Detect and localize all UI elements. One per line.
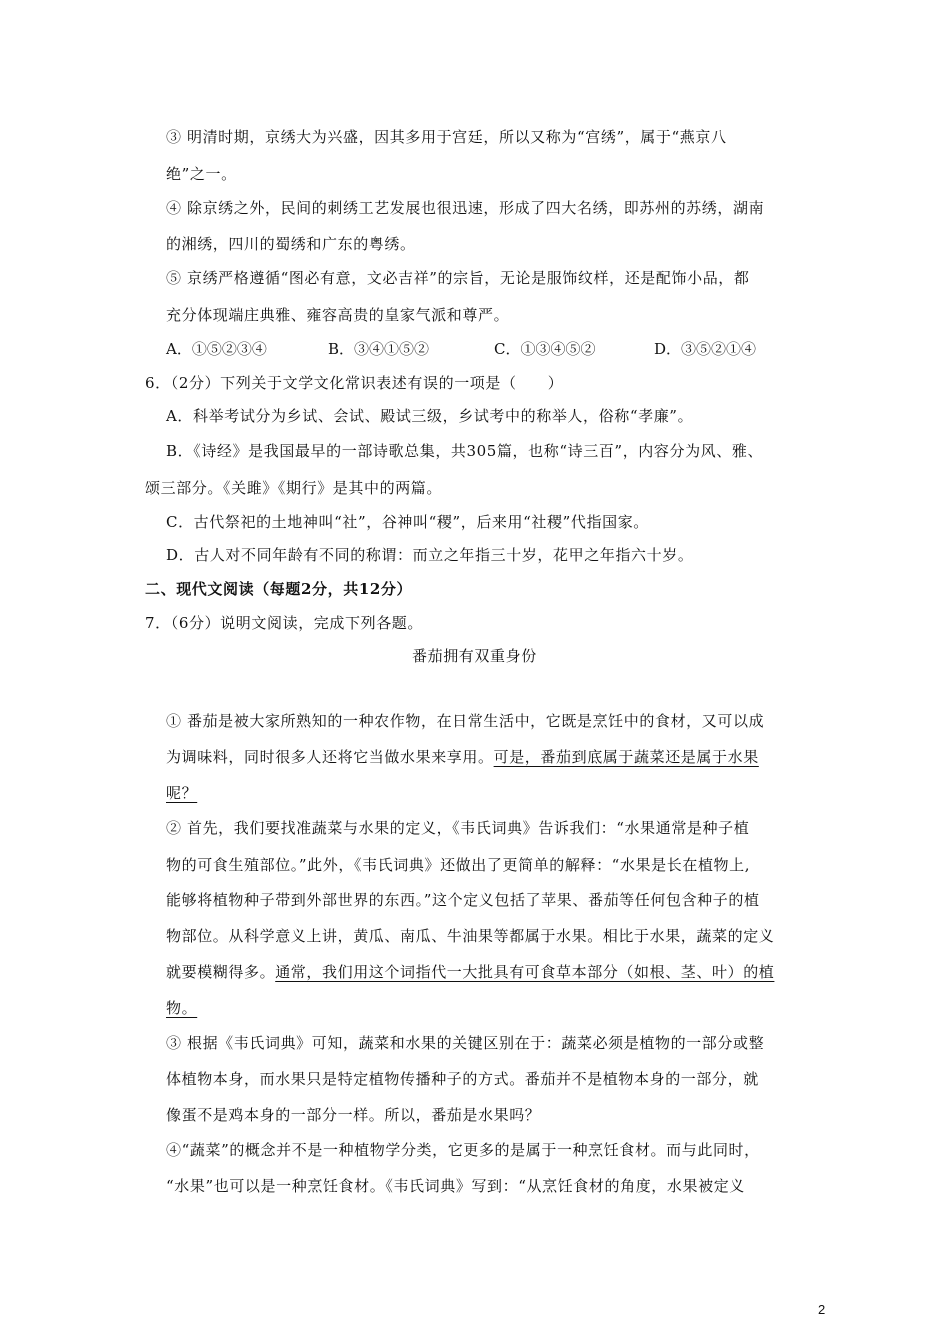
q5-sentence-5-line-1: ⑤ 京绣严格遵循“图必有意，文必吉祥”的宗旨，无论是服饰纹样，还是配饰小品，都 — [166, 269, 750, 287]
p2-line-6: 物。 — [166, 999, 198, 1017]
p2-underlined-sentence: 通常，我们用这个词指代一大批具有可食草本部分（如根、茎、叶）的植 — [275, 963, 775, 981]
p2-line-5 — [166, 962, 774, 982]
q7-stem: 7．（6分）说明文阅读，完成下列各题。 — [145, 614, 423, 632]
p4-line-2: “水果”也可以是一种烹饪食材。《韦氏词典》写到：“从烹饪食材的角度，水果被定义 — [166, 1177, 745, 1195]
q6-option-b-line-2: 颂三部分。《关雎》《期行》是其中的两篇。 — [145, 479, 443, 497]
p2-line-5-text: 就要模糊得多。 — [166, 963, 276, 981]
q6-option-d: D．古人对不同年龄有不同的称谓：而立之年指三十岁，花甲之年指六十岁。 — [166, 546, 694, 564]
p2-line-1: ② 首先，我们要找准蔬菜与水果的定义，《韦氏词典》告诉我们：“水果通常是种子植 — [166, 819, 750, 837]
q5-sentence-4-line-2: 的湘绣，四川的蜀绣和广东的粤绣。 — [166, 235, 416, 253]
q6-option-a: A．科举考试分为乡试、会试、殿试三级，乡试考中的称举人，俗称“孝廉”。 — [166, 407, 694, 425]
q5-sentence-3-line-1: ③ 明清时期，京绣大为兴盛，因其多用于宫廷，所以又称为“宫绣”，属于“燕京八 — [166, 128, 727, 146]
p2-line-4: 物部位。从科学意义上讲，黄瓜、南瓜、牛油果等都属于水果。相比于水果，蔬菜的定义 — [166, 927, 775, 945]
q5-option-b: B．③④①⑤② — [328, 340, 430, 358]
q6-option-c: C．古代祭祀的土地神叫“社”，谷神叫“稷”，后来用“社稷”代指国家。 — [166, 513, 649, 531]
p2-line-3: 能够将植物种子带到外部世界的东西。”这个定义包括了苹果、番茄等任何包含种子的植 — [166, 891, 760, 909]
p3-line-3: 像蛋不是鸡本身的一部分一样。所以，番茄是水果吗？ — [166, 1106, 541, 1124]
p1-line-2 — [166, 747, 759, 767]
q5-sentence-4-line-1: ④ 除京绣之外，民间的刺绣工艺发展也很迅速，形成了四大名绣，即苏州的苏绣，湖南 — [166, 199, 765, 217]
q5-sentence-3-line-2: 绝”之一。 — [166, 165, 237, 183]
q6-stem: 6．（2分）下列关于文学文化常识表述有误的一项是（ ） — [145, 374, 564, 392]
p2-line-2: 物的可食生殖部位。”此外，《韦氏词典》还做出了更简单的解释：“水果是长在植物上, — [166, 856, 751, 874]
page-number: 2 — [818, 1302, 826, 1317]
q6-option-b-line-1: B．《诗经》是我国最早的一部诗歌总集，共305篇，也称“诗三百”，内容分为风、雅、 — [166, 442, 764, 460]
article-title: 番茄拥有双重身份 — [412, 647, 537, 665]
q5-option-a: A．①⑤②③④ — [166, 340, 267, 358]
p1-underlined-question: 可是，番茄到底属于蔬菜还是属于水果 — [493, 748, 759, 766]
p3-line-2: 体植物本身，而水果只是特定植物传播种子的方式。番茄并不是植物本身的一部分，就 — [166, 1070, 759, 1088]
p1-line-3: 呢？ — [166, 784, 198, 802]
section-2-heading: 二、现代文阅读（每题2分，共12分） — [145, 580, 413, 598]
p3-line-1: ③ 根据《韦氏词典》可知，蔬菜和水果的关键区别在于：蔬菜必须是植物的一部分或整 — [166, 1034, 765, 1052]
q5-sentence-5-line-2: 充分体现端庄典雅、雍容高贵的皇家气派和尊严。 — [166, 306, 510, 324]
q5-option-d: D．③⑤②①④ — [654, 340, 757, 358]
p1-line-2-text: 为调味料，同时很多人还将它当做水果来享用。 — [166, 748, 494, 766]
q5-option-c: C．①③④⑤② — [494, 340, 596, 358]
p4-line-1: ④“蔬菜”的概念并不是一种植物学分类，它更多的是属于一种烹饪食材。而与此同时， — [166, 1141, 760, 1159]
p1-line-1: ① 番茄是被大家所熟知的一种农作物，在日常生活中，它既是烹饪中的食材，又可以成 — [166, 712, 765, 730]
